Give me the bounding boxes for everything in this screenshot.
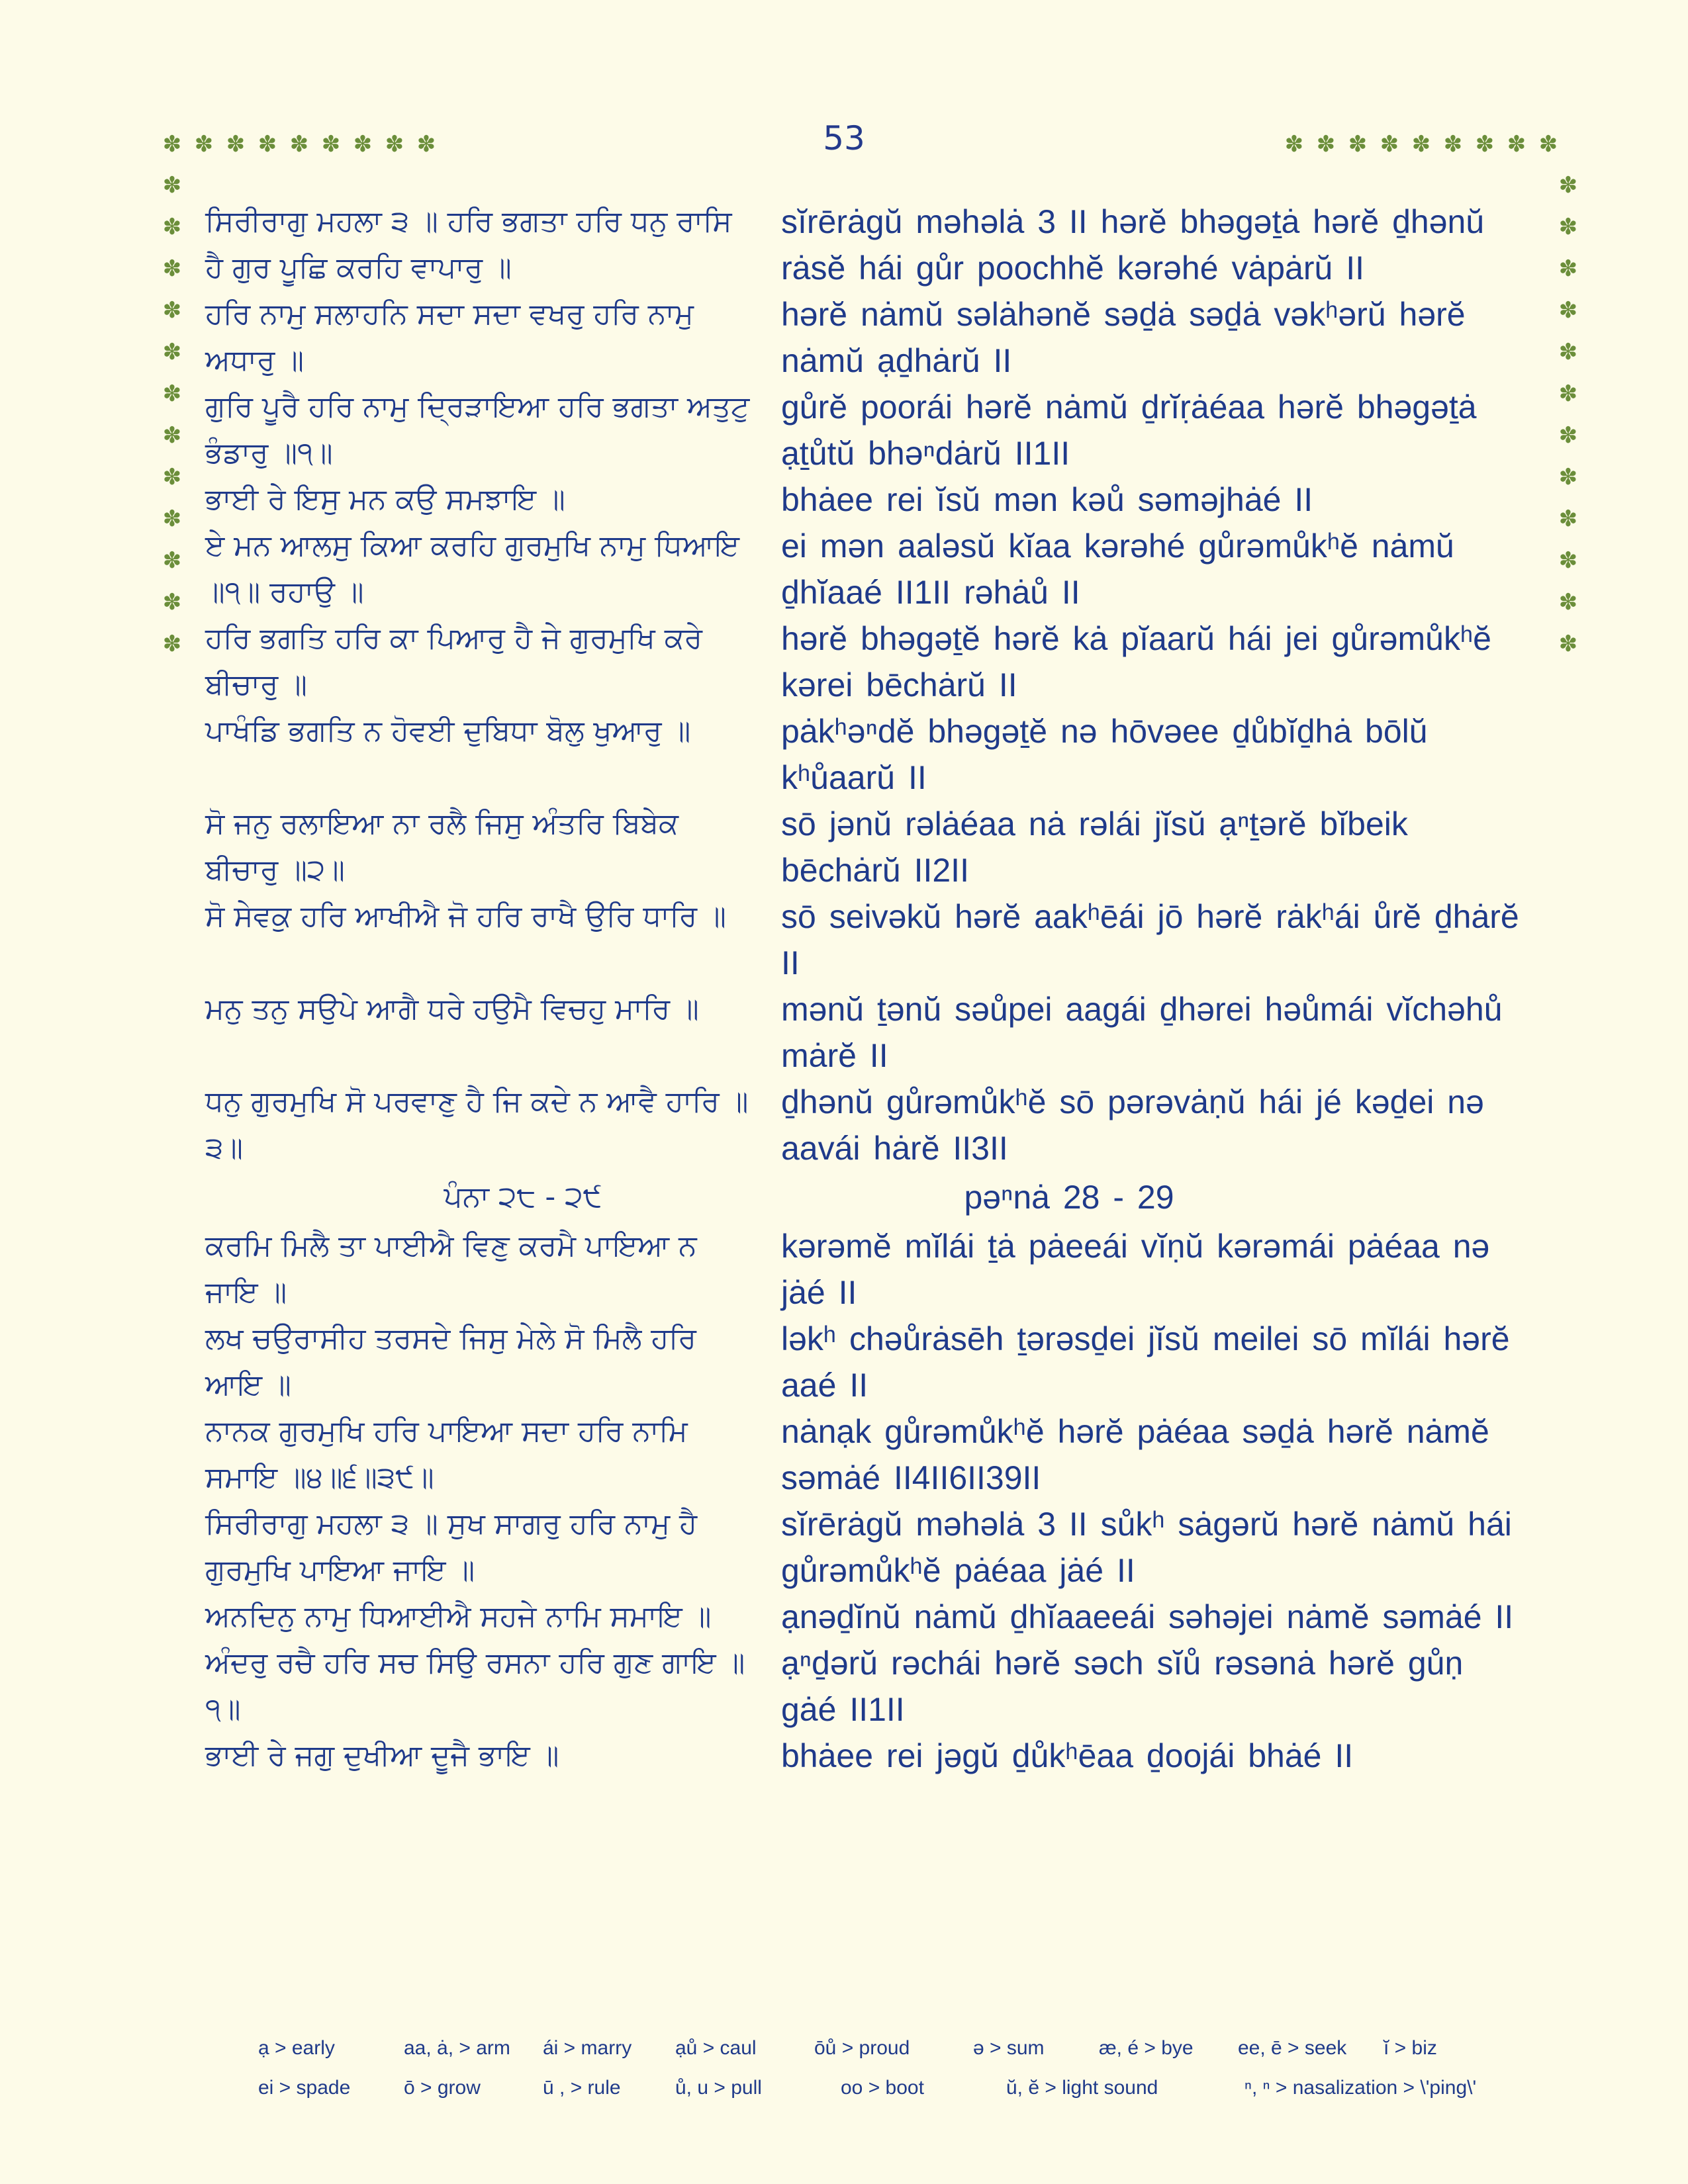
verse-row (205, 1408, 1523, 1501)
gurmukhi-text: ਧਨੁ ਗੁਰਮੁਖਿ ਸੋ ਪਰਵਾਣੁ ਹੈ ਜਿ ਕਦੇ ਨ ਆਵੈ ਹਾਰਿ ॥੩॥ (205, 1085, 749, 1165)
flower-icon: ✽ (1558, 631, 1578, 657)
legend-item: ei > spade (258, 2077, 351, 2099)
flower-icon: ✽ (1558, 172, 1578, 199)
legend-item: oo > boot (841, 2077, 924, 2099)
verse-row (205, 384, 1523, 477)
legend-item: ạ > early (258, 2037, 335, 2059)
flower-icon: ✽ (1558, 297, 1578, 324)
flower-icon: ✽ (162, 589, 182, 615)
legend-item: ə > sum (973, 2037, 1045, 2059)
gurmukhi-text: ਲਖ ਚਉਰਾਸੀਹ ਤਰਸਦੇ ਜਿਸੁ ਮੇਲੇ ਸੋ ਮਿਲੈ ਹਰਿ ਆਇ ॥ (205, 1322, 696, 1402)
legend-item: ee, ē > seek (1238, 2037, 1347, 2059)
flower-icon: ✽ (1411, 131, 1431, 158)
verse-row (205, 1316, 1523, 1408)
page-number: 53 (823, 119, 865, 158)
flower-icon: ✽ (162, 547, 182, 574)
transliteration-text: ạⁿḏərŭ rəchái hərĕ səch sĭů rəsənȧ hərĕ gůṇ gȧé II1II (781, 1645, 1464, 1728)
flower-icon: ✽ (162, 131, 182, 158)
flower-icon: ✽ (1558, 422, 1578, 449)
flower-icon: ✽ (1316, 131, 1336, 158)
flower-icon: ✽ (1558, 506, 1578, 532)
transliteration-text: pȧkʰəⁿdĕ bhəgəṯĕ nə hōvəee ḏůbĭḏhȧ bōlŭ kʰůaarŭ II (781, 713, 1428, 796)
verse-row (205, 1079, 1523, 1171)
gurmukhi-text: ਅਨਦਿਨੁ ਨਾਮੁ ਧਿਆਈਐ ਸਹਜੇ ਨਾਮਿ ਸਮਾਇ ॥ (205, 1600, 712, 1633)
ang-page-reference (205, 1174, 1523, 1220)
legend-item: ōů > proud (814, 2037, 910, 2059)
gurmukhi-text: ਪਾਖੰਡਿ ਭਗਤਿ ਨ ਹੋਵਈ ਦੁਬਿਧਾ ਬੋਲੁ ਖੁਆਰੁ ॥ (205, 714, 691, 748)
ornament-column-right (1555, 172, 1581, 657)
verse-row (205, 1640, 1523, 1733)
flower-icon: ✽ (1507, 131, 1526, 158)
flower-icon: ✽ (162, 297, 182, 324)
flower-icon: ✽ (162, 214, 182, 240)
transliteration-text: ạnəḏĭnŭ nȧmŭ ḏhĭaaeeái səhəjei nȧmĕ səmȧé II (781, 1598, 1514, 1635)
verse-row (205, 199, 1523, 291)
verse-row (205, 708, 1523, 801)
ornament-row-top-right (1281, 131, 1562, 158)
flower-icon: ✽ (1348, 131, 1368, 158)
transliteration-text: sō seivəkŭ hərĕ aakʰēái jō hərĕ rȧkʰái ůrĕ ḏhȧrĕ II (781, 898, 1519, 981)
flower-icon: ✽ (1558, 381, 1578, 407)
flower-icon: ✽ (1443, 131, 1463, 158)
legend-row (258, 2028, 1516, 2068)
verse-row (205, 1223, 1523, 1316)
flower-icon: ✽ (1558, 255, 1578, 282)
legend-item: ⁿ, ⁿ > nasalization > \'ping\' (1244, 2077, 1477, 2099)
gurmukhi-text: ਕਰਮਿ ਮਿਲੈ ਤਾ ਪਾਈਐ ਵਿਣੁ ਕਰਮੈ ਪਾਇਆ ਨ ਜਾਇ ॥ (205, 1229, 697, 1309)
gurmukhi-text: ਅੰਦਰੁ ਰਚੈ ਹਰਿ ਸਚ ਸਿਉ ਰਸਨਾ ਹਰਿ ਗੁਣ ਗਾਇ ॥੧॥ (205, 1646, 745, 1726)
flower-icon: ✽ (1558, 339, 1578, 365)
flower-icon: ✽ (162, 339, 182, 365)
flower-icon: ✽ (289, 131, 309, 158)
legend-item: ō > grow (404, 2077, 481, 2099)
flower-icon: ✽ (1538, 131, 1558, 158)
flower-icon: ✽ (353, 131, 373, 158)
flower-icon: ✽ (194, 131, 214, 158)
verse-row (205, 1594, 1523, 1640)
flower-icon: ✽ (1380, 131, 1399, 158)
flower-icon: ✽ (321, 131, 341, 158)
pronunciation-legend (258, 2028, 1516, 2108)
flower-icon: ✽ (162, 172, 182, 199)
transliteration-text: nȧnạk gůrəmůkʰĕ hərĕ pȧéaa səḏȧ hərĕ nȧmĕ səmȧé II4II6II39II (781, 1413, 1489, 1496)
page-ref-translit: pəⁿnȧ 28 - 29 (964, 1179, 1174, 1216)
flower-icon: ✽ (1475, 131, 1495, 158)
transliteration-text: hərĕ bhəgəṯĕ hərĕ kȧ pĭaarŭ hái jei gůrəmůkʰĕ kərei bēchȧrŭ II (781, 620, 1491, 704)
verse-row (205, 1501, 1523, 1594)
verse-row (205, 477, 1523, 523)
legend-item: ái > marry (543, 2037, 632, 2059)
legend-item: æ, é > bye (1099, 2037, 1194, 2059)
flower-icon: ✽ (162, 255, 182, 282)
transliteration-text: sō jənŭ rəlȧéaa nȧ rəlái jĭsŭ ạⁿṯərĕ bĭbeik bēchȧrŭ II2II (781, 805, 1408, 889)
gurmukhi-text: ਹਰਿ ਨਾਮੁ ਸਲਾਹਨਿ ਸਦਾ ਸਦਾ ਵਖਰੁ ਹਰਿ ਨਾਮੁ ਅਧਾਰੁ ॥ (205, 297, 694, 377)
flower-icon: ✽ (162, 631, 182, 657)
verse-row (205, 291, 1523, 384)
ornament-row-top-left (159, 131, 440, 158)
transliteration-text: ləkʰ chəůrȧsēh ṯərəsḏei jĭsŭ meilei sō mĭlái hərĕ aaé II (781, 1320, 1510, 1404)
transliteration-text: gůrĕ poorái hərĕ nȧmŭ ḏrĭṛȧéaa hərĕ bhəgəṯȧ ạṯůtŭ bhəⁿdȧrŭ II1II (781, 388, 1477, 472)
verse-row (205, 986, 1523, 1079)
legend-item: ū , > rule (543, 2077, 621, 2099)
flower-icon: ✽ (162, 422, 182, 449)
legend-row (258, 2068, 1516, 2108)
gurmukhi-text: ਸਿਰੀਰਾਗੁ ਮਹਲਾ ੩ ॥ ਸੁਖ ਸਾਗਰੁ ਹਰਿ ਨਾਮੁ ਹੈ ਗੁਰਮੁਖਿ ਪਾਇਆ ਜਾਇ ॥ (205, 1507, 698, 1587)
gurmukhi-text: ਭਾਈ ਰੇ ਇਸੁ ਮਨ ਕਉ ਸਮਝਾਇ ॥ (205, 482, 565, 516)
gurmukhi-text: ਸੋ ਸੇਵਕੁ ਹਰਿ ਆਖੀਐ ਜੋ ਹਰਿ ਰਾਖੈ ਉਰਿ ਧਾਰਿ ॥ (205, 899, 726, 933)
transliteration-text: ḏhənŭ gůrəmůkʰĕ sō pərəvȧṇŭ hái jé kəḏei nə aavái hȧrĕ II3II (781, 1083, 1484, 1167)
flower-icon: ✽ (162, 381, 182, 407)
flower-icon: ✽ (1558, 214, 1578, 240)
flower-icon: ✽ (162, 506, 182, 532)
transliteration-text: ei mən aaləsŭ kĭaa kərəhé gůrəmůkʰĕ nȧmŭ ḏhĭaaé II1II rəhȧů II (781, 527, 1454, 611)
flower-icon: ✽ (416, 131, 436, 158)
ornament-column-left (159, 172, 185, 657)
gurmukhi-text: ਸਿਰੀਰਾਗੁ ਮਹਲਾ ੩ ॥ ਹਰਿ ਭਗਤਾ ਹਰਿ ਧਨੁ ਰਾਸਿ ਹੈ ਗੁਰ ਪੂਛਿ ਕਰਹਿ ਵਾਪਾਰੁ ॥ (205, 205, 732, 285)
transliteration-text: kərəmĕ mĭlái ṯȧ pȧeeái vĭṇŭ kərəmái pȧéaa nə jȧé II (781, 1228, 1490, 1311)
transliteration-text: sĭrērȧgŭ məhəlȧ 3 II sůkʰ sȧgərŭ hərĕ nȧmŭ hái gůrəmůkʰĕ pȧéaa jȧé II (781, 1506, 1512, 1589)
gurmukhi-text: ਏ ਮਨ ਆਲਸੁ ਕਿਆ ਕਰਹਿ ਗੁਰਮੁਖਿ ਨਾਮੁ ਧਿਆਇ ॥੧॥ ਰਹਾਉ ॥ (205, 529, 740, 609)
legend-item: ů, u > pull (675, 2077, 762, 2099)
page-ref-gurmukhi: ਪੰਨਾ ੨੮ - ੨੯ (444, 1180, 602, 1214)
legend-item: ŭ, ĕ > light sound (1006, 2077, 1158, 2099)
flower-icon: ✽ (1558, 589, 1578, 615)
gurmukhi-text: ਗੁਰਿ ਪੂਰੈ ਹਰਿ ਨਾਮੁ ਦ੍ਰਿੜਾਇਆ ਹਰਿ ਭਗਤਾ ਅਤੁਟੁ ਭੰਡਾਰੁ ॥੧॥ (205, 390, 750, 470)
gurmukhi-text: ਹਰਿ ਭਗਤਿ ਹਰਿ ਕਾ ਪਿਆਰੁ ਹੈ ਜੇ ਗੁਰਮੁਖਿ ਕਰੇ ਬੀਚਾਰੁ ॥ (205, 621, 702, 702)
flower-icon: ✽ (385, 131, 404, 158)
flower-icon: ✽ (162, 464, 182, 490)
flower-icon: ✽ (1558, 464, 1578, 490)
verse-content (205, 199, 1523, 1779)
legend-item: ĭ > biz (1383, 2037, 1437, 2059)
transliteration-text: bhȧee rei jəgŭ ḏůkʰēaa ḏoojái bhȧé II (781, 1737, 1354, 1774)
gurmukhi-text: ਭਾਈ ਰੇ ਜਗੁ ਦੁਖੀਆ ਦੂਜੈ ਭਾਇ ॥ (205, 1739, 559, 1772)
gurmukhi-text: ਨਾਨਕ ਗੁਰਮੁਖਿ ਹਰਿ ਪਾਇਆ ਸਦਾ ਹਰਿ ਨਾਮਿ ਸਮਾਇ ॥੪॥੬॥੩੯॥ (205, 1414, 688, 1494)
flower-icon: ✽ (1284, 131, 1304, 158)
transliteration-text: mənŭ ṯənŭ səůpei aagái ḏhərei həůmái vĭchəhů mȧrĕ II (781, 991, 1503, 1074)
transliteration-text: sĭrērȧgŭ məhəlȧ 3 II hərĕ bhəgəṯȧ hərĕ ḏhənŭ rȧsĕ hái gůr poochhĕ kərəhé vȧpȧrŭ II (781, 203, 1485, 287)
verse-row (205, 523, 1523, 615)
gurmukhi-text: ਮਨੁ ਤਨੁ ਸਉਪੇ ਆਗੈ ਧਰੇ ਹਉਮੈ ਵਿਚਹੁ ਮਾਰਿ ॥ (205, 992, 699, 1026)
flower-icon: ✽ (1558, 547, 1578, 574)
verse-row (205, 801, 1523, 893)
legend-item: aa, ȧ, > arm (404, 2037, 510, 2059)
flower-icon: ✽ (258, 131, 277, 158)
verse-row (205, 893, 1523, 986)
verse-row (205, 1733, 1523, 1779)
transliteration-text: bhȧee rei ĭsŭ mən kəů səməjhȧé II (781, 481, 1313, 518)
flower-icon: ✽ (226, 131, 246, 158)
gurmukhi-text: ਸੋ ਜਨੁ ਰਲਾਇਆ ਨਾ ਰਲੈ ਜਿਸੁ ਅੰਤਰਿ ਬਿਬੇਕ ਬੀਚਾਰੁ ॥੨॥ (205, 807, 679, 887)
verse-row (205, 615, 1523, 708)
transliteration-text: hərĕ nȧmŭ səlȧhənĕ səḏȧ səḏȧ vəkʰərŭ hərĕ nȧmŭ ạḏhȧrŭ II (781, 296, 1466, 379)
legend-item: ạů > caul (675, 2037, 757, 2059)
